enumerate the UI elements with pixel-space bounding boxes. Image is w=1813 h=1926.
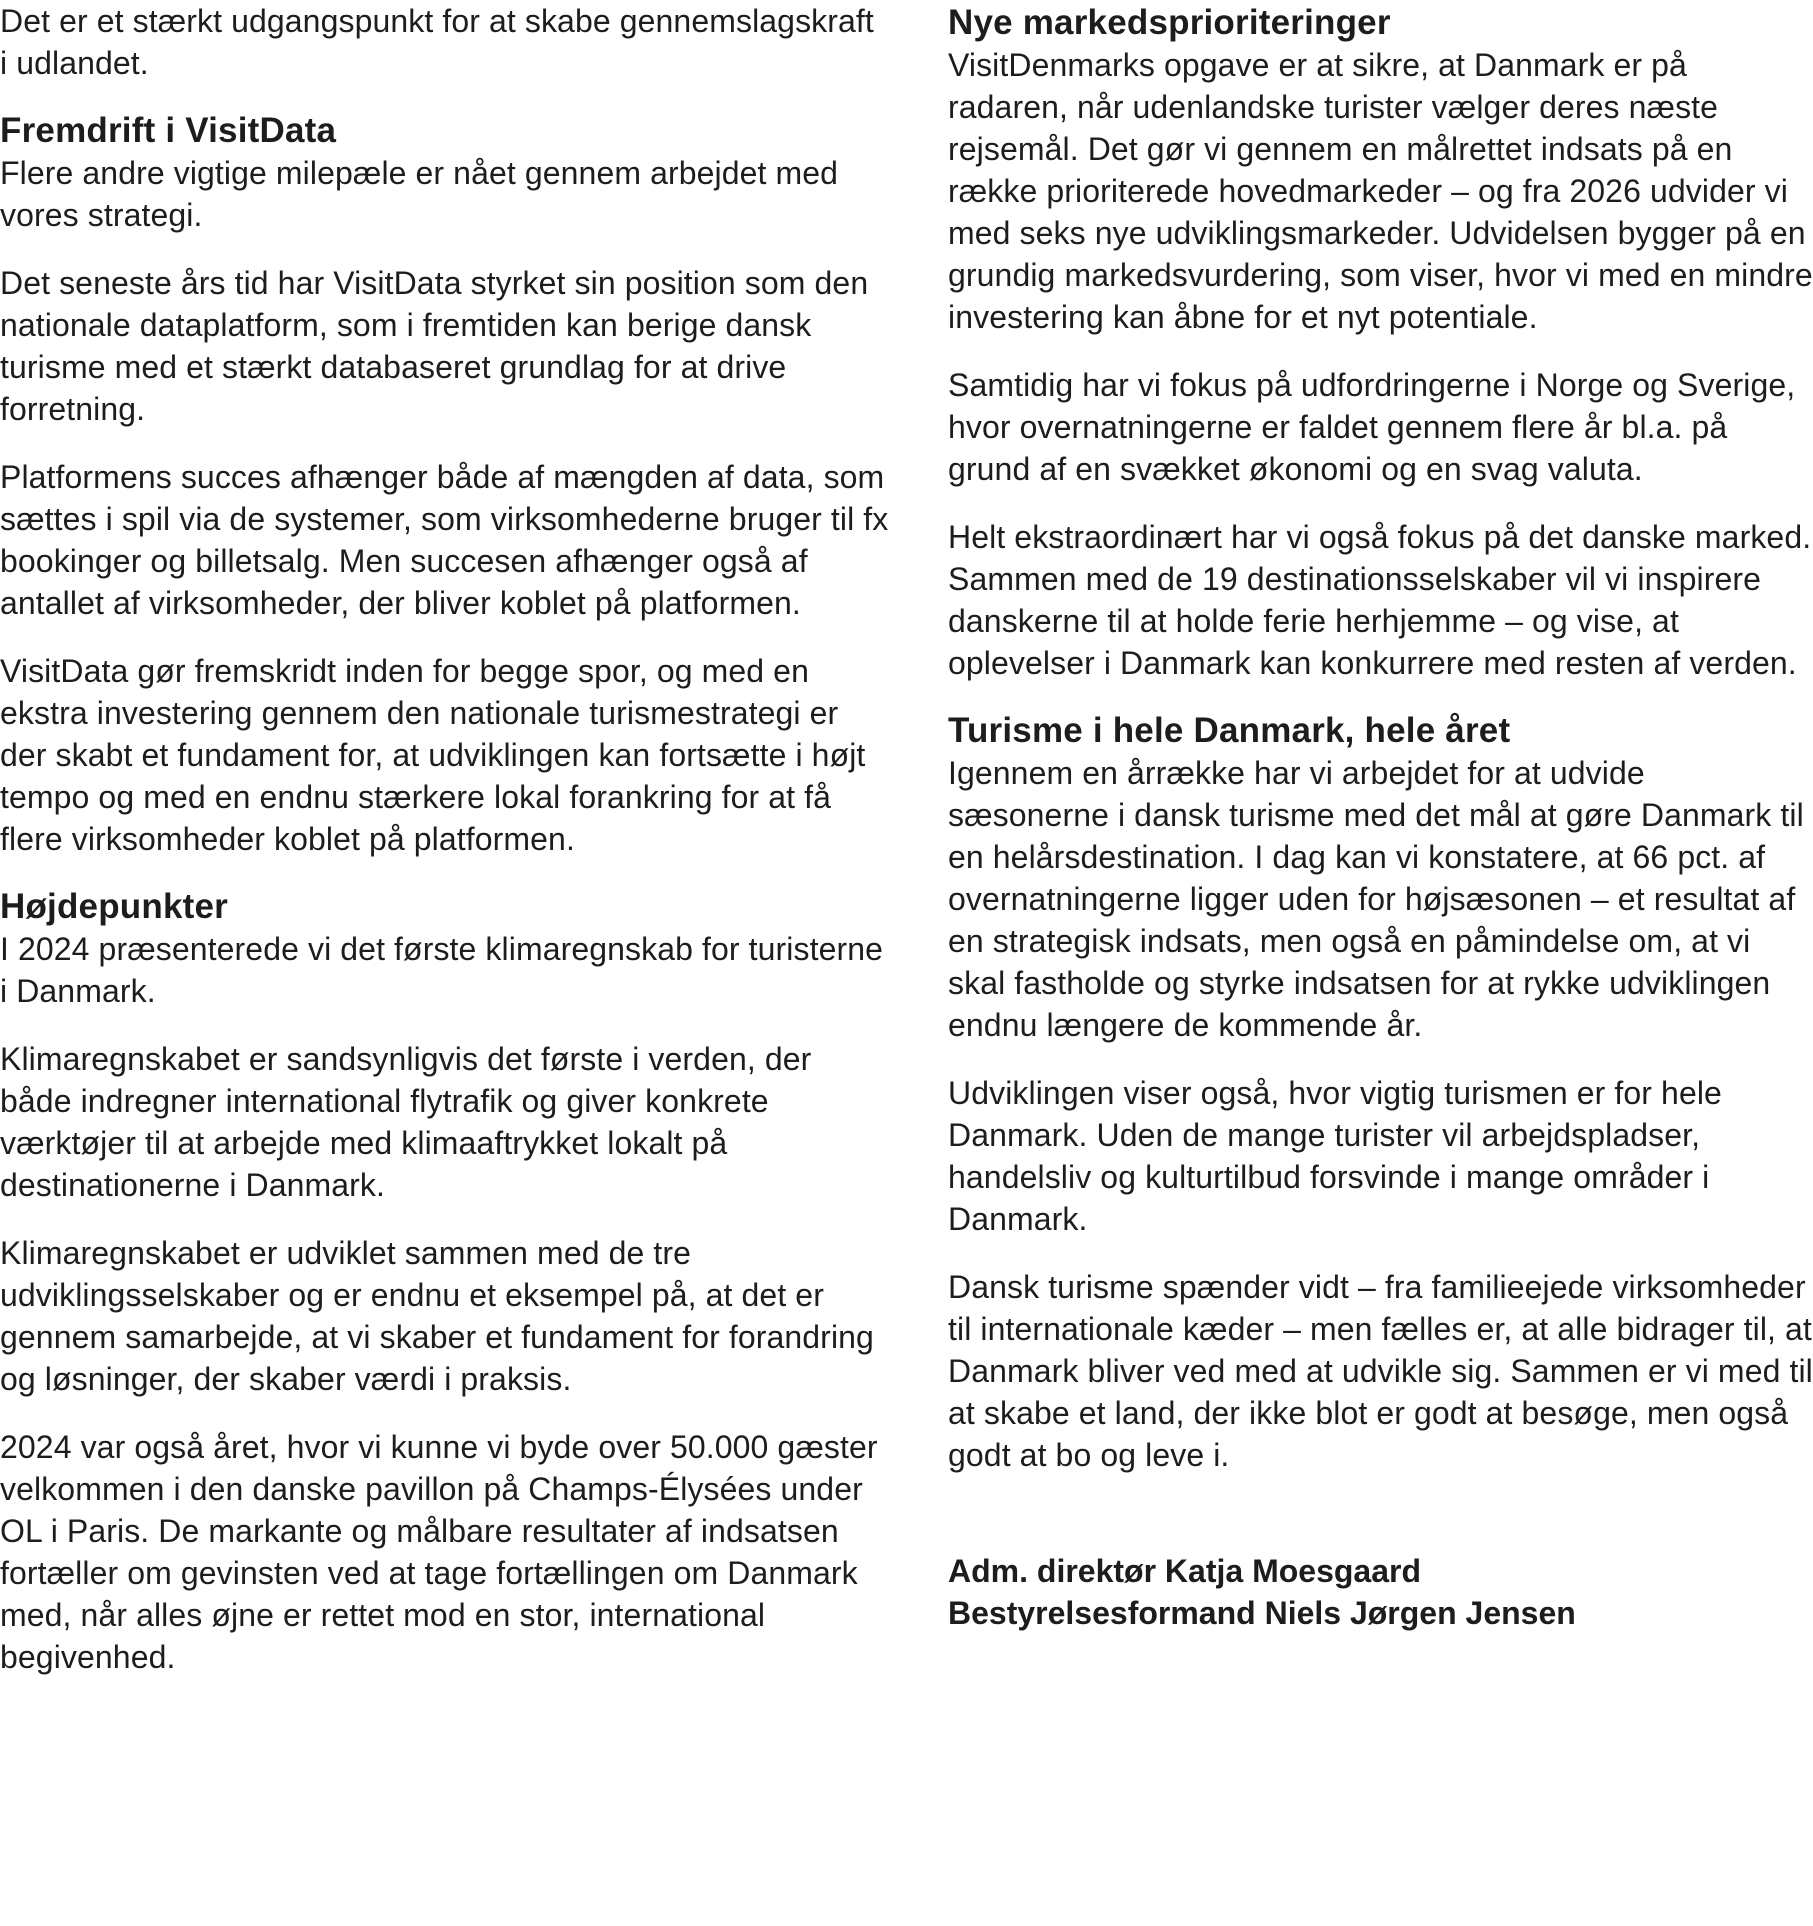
- paragraph: Flere andre vigtige milepæle er nået gennem arbejdet med vores strategi.: [0, 155, 839, 233]
- paragraph: Klimaregnskabet er udviklet sammen med de tre udviklingsselskaber og er endnu et eksempel på, at det er gennem samarbejde, at vi skaber et fundament for forandring og løsninger, der skaber værdi i praksis.: [0, 1235, 874, 1397]
- intro-paragraph: Det er et stærkt udgangspunkt for at skabe gennemslagskraft i udlandet.: [0, 3, 874, 81]
- paragraph: Det seneste års tid har VisitData styrket sin position som den nationale dataplatform, som i fremtiden kan berige dansk turisme med et stærkt databaseret grundlag for at drive forretning.: [0, 265, 869, 427]
- signature-chairman: Bestyrelsesformand Niels Jørgen Jensen: [948, 1595, 1576, 1631]
- signature-ceo: Adm. direktør Katja Moesgaard: [948, 1553, 1421, 1589]
- paragraph: I 2024 præsenterede vi det første klimaregnskab for turisterne i Danmark.: [0, 931, 884, 1009]
- left-column: [0, 0, 890, 1704]
- paragraph: Helt ekstraordinært har vi også fokus på det danske marked. Sammen med de 19 destinationsselskaber vil vi inspirere danskerne til at holde ferie herhjemme – og vise, at oplevelser i Danmark kan konkurrere med resten af verden.: [948, 519, 1812, 681]
- signature-block: [948, 1550, 1813, 1634]
- section-heading-year-round: Turisme i hele Danmark, hele året: [948, 711, 1511, 750]
- paragraph: VisitDenmarks opgave er at sikre, at Danmark er på radaren, når udenlandske turister vælger deres næste rejsemål. Det gør vi gennem en målrettet indsats på en række prioriterede hovedmarkeder – og fra 2026 udvider vi med seks nye udviklingsmarkeder. Udvidelsen bygger på en grundig markedsvurdering, som viser, hvor vi med en mindre investering kan åbne for et nyt potentiale.: [948, 47, 1813, 335]
- section-heading-markets: Nye markedsprioriteringer: [948, 3, 1391, 42]
- paragraph: 2024 var også året, hvor vi kunne vi byde over 50.000 gæster velkommen i den danske pavillon på Champs-Élysées under OL i Paris. De markante og målbare resultater af indsatsen fortæller om gevinsten ved at tage fortællingen om Danmark med, når alles øjne er rettet mod en stor, international begivenhed.: [0, 1429, 878, 1675]
- paragraph: Dansk turisme spænder vidt – fra familieejede virksomheder til internationale kæder – men fælles er, at alle bidrager til, at Danmark bliver ved med at udvikle sig. Sammen er vi med til at skabe et land, der ikke blot er godt at besøge, men også godt at bo og leve i.: [948, 1269, 1813, 1473]
- paragraph: VisitData gør fremskridt inden for begge spor, og med en ekstra investering gennem den nationale turismestrategi er der skabt et fundament for, at udviklingen kan fortsætte i højt tempo og med en endnu stærkere lokal forankring for at få flere virksomheder koblet på platformen.: [0, 653, 866, 857]
- paragraph: Klimaregnskabet er sandsynligvis det første i verden, der både indregner international flytrafik og giver konkrete værktøjer til at arbejde med klimaaftrykket lokalt på destinationerne i Danmark.: [0, 1041, 812, 1203]
- section-heading-visitdata: Fremdrift i VisitData: [0, 111, 337, 150]
- paragraph: Udviklingen viser også, hvor vigtig turismen er for hele Danmark. Uden de mange turister vil arbejdspladser, handelsliv og kulturtilbud forsvinde i mange områder i Danmark.: [948, 1075, 1722, 1237]
- section-heading-highlights: Højdepunkter: [0, 887, 228, 926]
- paragraph: Platformens succes afhænger både af mængden af data, som sættes i spil via de systemer, som virksomhederne bruger til fx bookinger og billetsalg. Men succesen afhænger også af antallet af virksomheder, der bliver koblet på platformen.: [0, 459, 889, 621]
- right-column: [948, 0, 1813, 1634]
- paragraph: Igennem en årrække har vi arbejdet for at udvide sæsonerne i dansk turisme med det mål at gøre Danmark til en helårsdestination. I dag kan vi konstatere, at 66 pct. af overnatningerne ligger uden for højsæsonen – et resultat af en strategisk indsats, men også en påmindelse om, at vi skal fastholde og styrke indsatsen for at rykke udviklingen endnu længere de kommende år.: [948, 755, 1804, 1043]
- paragraph: Samtidig har vi fokus på udfordringerne i Norge og Sverige, hvor overnatningerne er faldet gennem flere år bl.a. på grund af en svækket økonomi og en svag valuta.: [948, 367, 1796, 487]
